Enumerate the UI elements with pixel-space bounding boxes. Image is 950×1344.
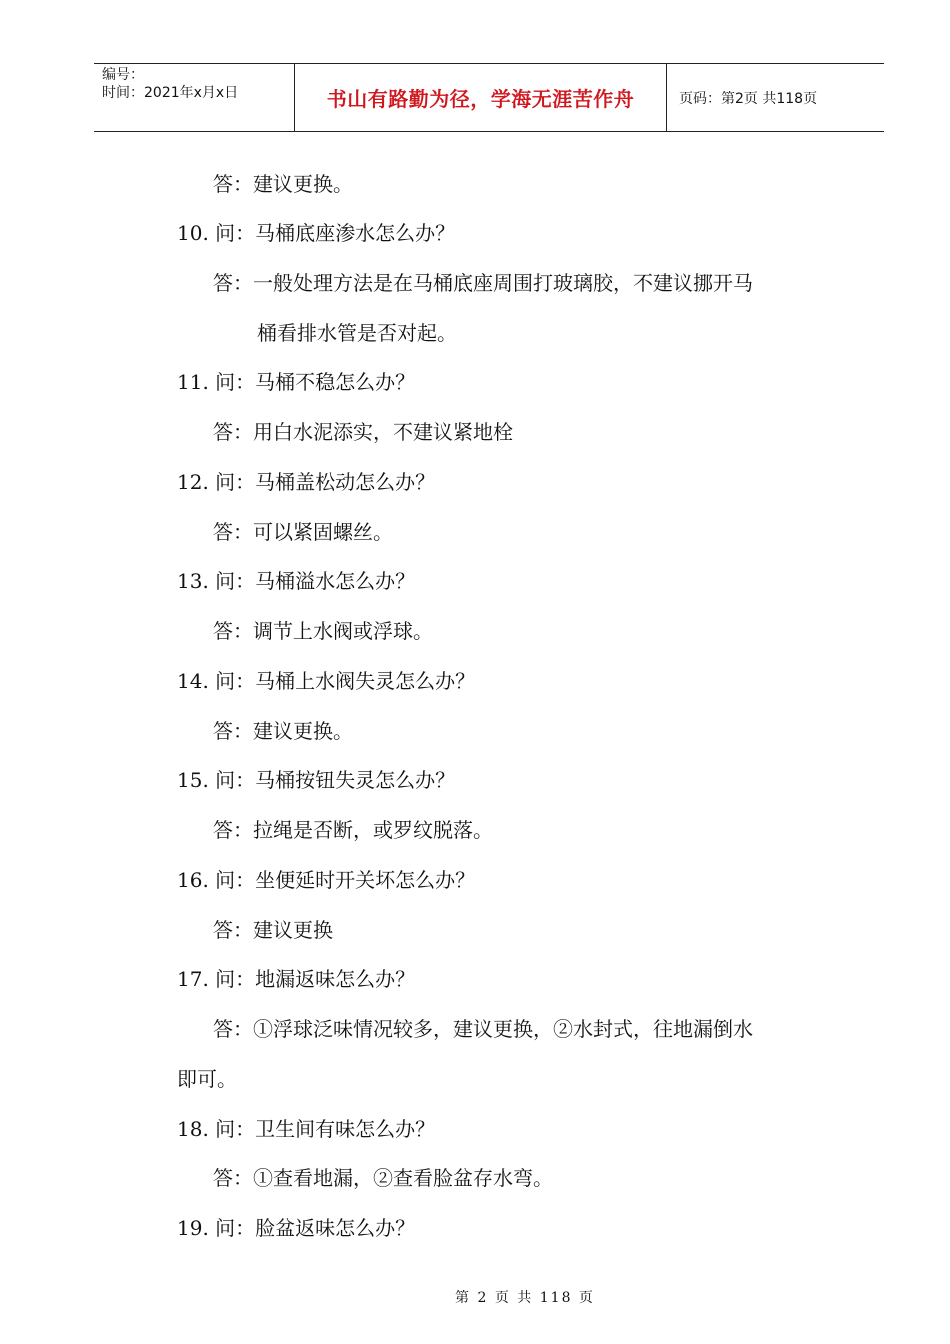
question-line: 12. 问：马桶盖松动怎么办？	[177, 470, 436, 494]
question-line: 14. 问：马桶上水阀失灵怎么办？	[177, 669, 476, 693]
question-line: 15. 问：马桶按钮失灵怎么办？	[177, 768, 456, 792]
answer-line: 答：可以紧固螺丝。	[213, 520, 393, 544]
answer-continuation-line: 桶看排水管是否对起。	[257, 321, 457, 345]
question-line: 10. 问：马桶底座渗水怎么办？	[177, 221, 456, 245]
answer-line: 答：①浮球泛味情况较多，建议更换，②水封式，往地漏倒水	[213, 1017, 753, 1041]
header-meta	[94, 64, 295, 131]
answer-line: 答：调节上水阀或浮球。	[213, 619, 433, 643]
answer-line: 答：一般处理方法是在马桶底座周围打玻璃胶，不建议挪开马	[213, 271, 753, 295]
serial-number-label: 编号：	[102, 67, 144, 83]
header-page-info: 页码：第2页 共118页	[679, 90, 818, 107]
answer-continuation-line: 即可。	[177, 1067, 237, 1091]
answer-line: 答：①查看地漏，②查看脸盆存水弯。	[213, 1166, 553, 1190]
question-line: 13. 问：马桶溢水怎么办？	[177, 569, 416, 593]
question-line: 17. 问：地漏返味怎么办？	[177, 967, 416, 991]
question-line: 19. 问：脸盆返味怎么办？	[177, 1216, 416, 1240]
question-line: 16. 问：坐便延时开关坏怎么办？	[177, 868, 476, 892]
answer-line: 答：建议更换	[213, 918, 333, 942]
answer-line: 答：建议更换。	[213, 172, 353, 196]
page-footer: 第 2 页 共 118 页	[455, 1290, 595, 1306]
page-header	[94, 63, 884, 132]
header-page-info-cell	[667, 64, 884, 131]
header-motto: 书山有路勤为径，学海无涯苦作舟	[326, 87, 635, 111]
answer-line: 答：用白水泥添实，不建议紧地栓	[213, 420, 513, 444]
question-line: 18. 问：卫生间有味怎么办？	[177, 1117, 436, 1141]
answer-line: 答：建议更换。	[213, 719, 353, 743]
time-label: 时间：2021年x月x日	[102, 85, 239, 101]
header-motto-cell	[295, 64, 667, 131]
question-line: 11. 问：马桶不稳怎么办？	[177, 370, 416, 394]
answer-line: 答：拉绳是否断，或罗纹脱落。	[213, 818, 493, 842]
